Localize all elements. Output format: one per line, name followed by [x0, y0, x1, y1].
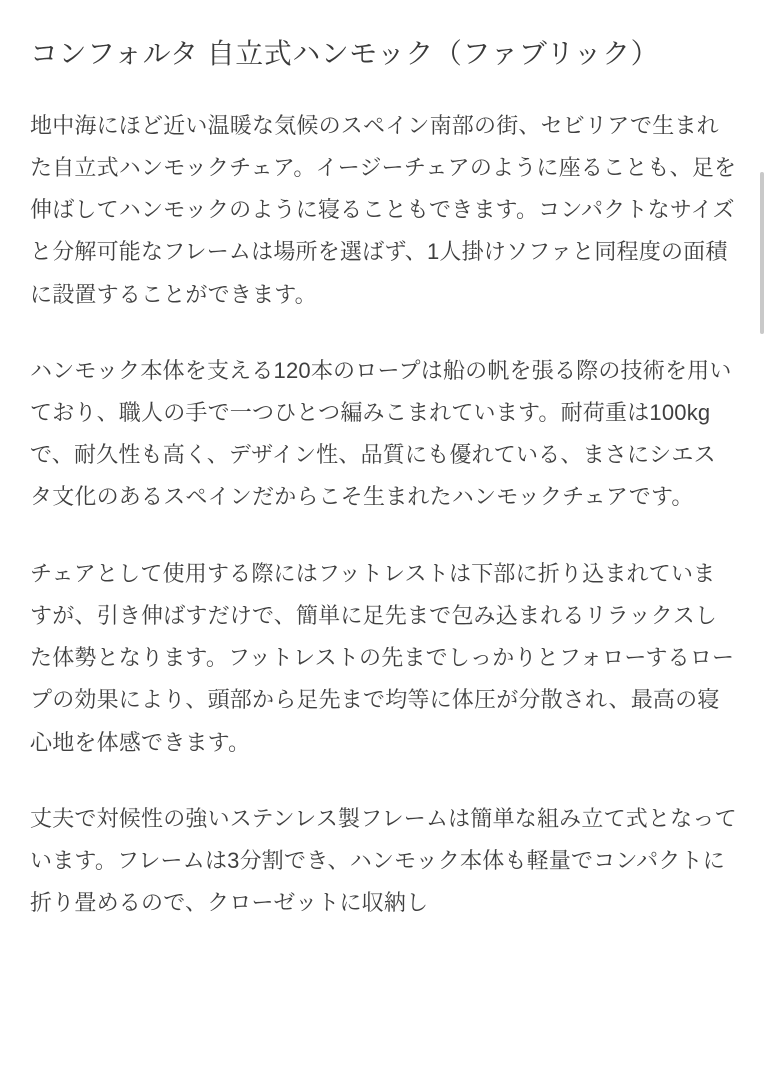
- page-title: コンフォルタ 自立式ハンモック（ファブリック）: [30, 38, 660, 69]
- scrollbar-thumb[interactable]: [760, 172, 764, 334]
- body-paragraph-1: 地中海にほど近い温暖な気候のスペイン南部の街、セビリアで生まれた自立式ハンモックチェア。イージーチェアのように座ることも、足を伸ばしてハンモックのように寝ることもできます。コンパクトなサイズと分解可能なフレームは場所を選ばず、1人掛けソファと同程度の面積に設置することができます。: [30, 112, 737, 307]
- body-paragraph-3: チェアとして使用する際にはフットレストは下部に折り込まれていますが、引き伸ばすだけで、簡単に足先まで包み込まれるリラックスした体勢となります。フットレストの先までしっかりとフォローするロープの効果により、頭部から足先まで均等に体圧が分散され、最高の寝心地を体感できます。: [30, 560, 735, 755]
- body-paragraph-4: 丈夫で対候性の強いステンレス製フレームは簡単な組み立て式となっています。フレームは3分割でき、ハンモック本体も軽量でコンパクトに折り畳めるので、クローゼットに収納し: [30, 805, 737, 916]
- vertical-scrollbar[interactable]: [757, 0, 767, 1080]
- body-paragraph-2: ハンモック本体を支える120本のロープは船の帆を張る際の技術を用いており、職人の手で一つひとつ編みこまれています。耐荷重は100kgで、耐久性も高く、デザイン性、品質にも優れている、まさにシエスタ文化のあるスペインだからこそ生まれたハンモックチェアです。: [30, 357, 732, 510]
